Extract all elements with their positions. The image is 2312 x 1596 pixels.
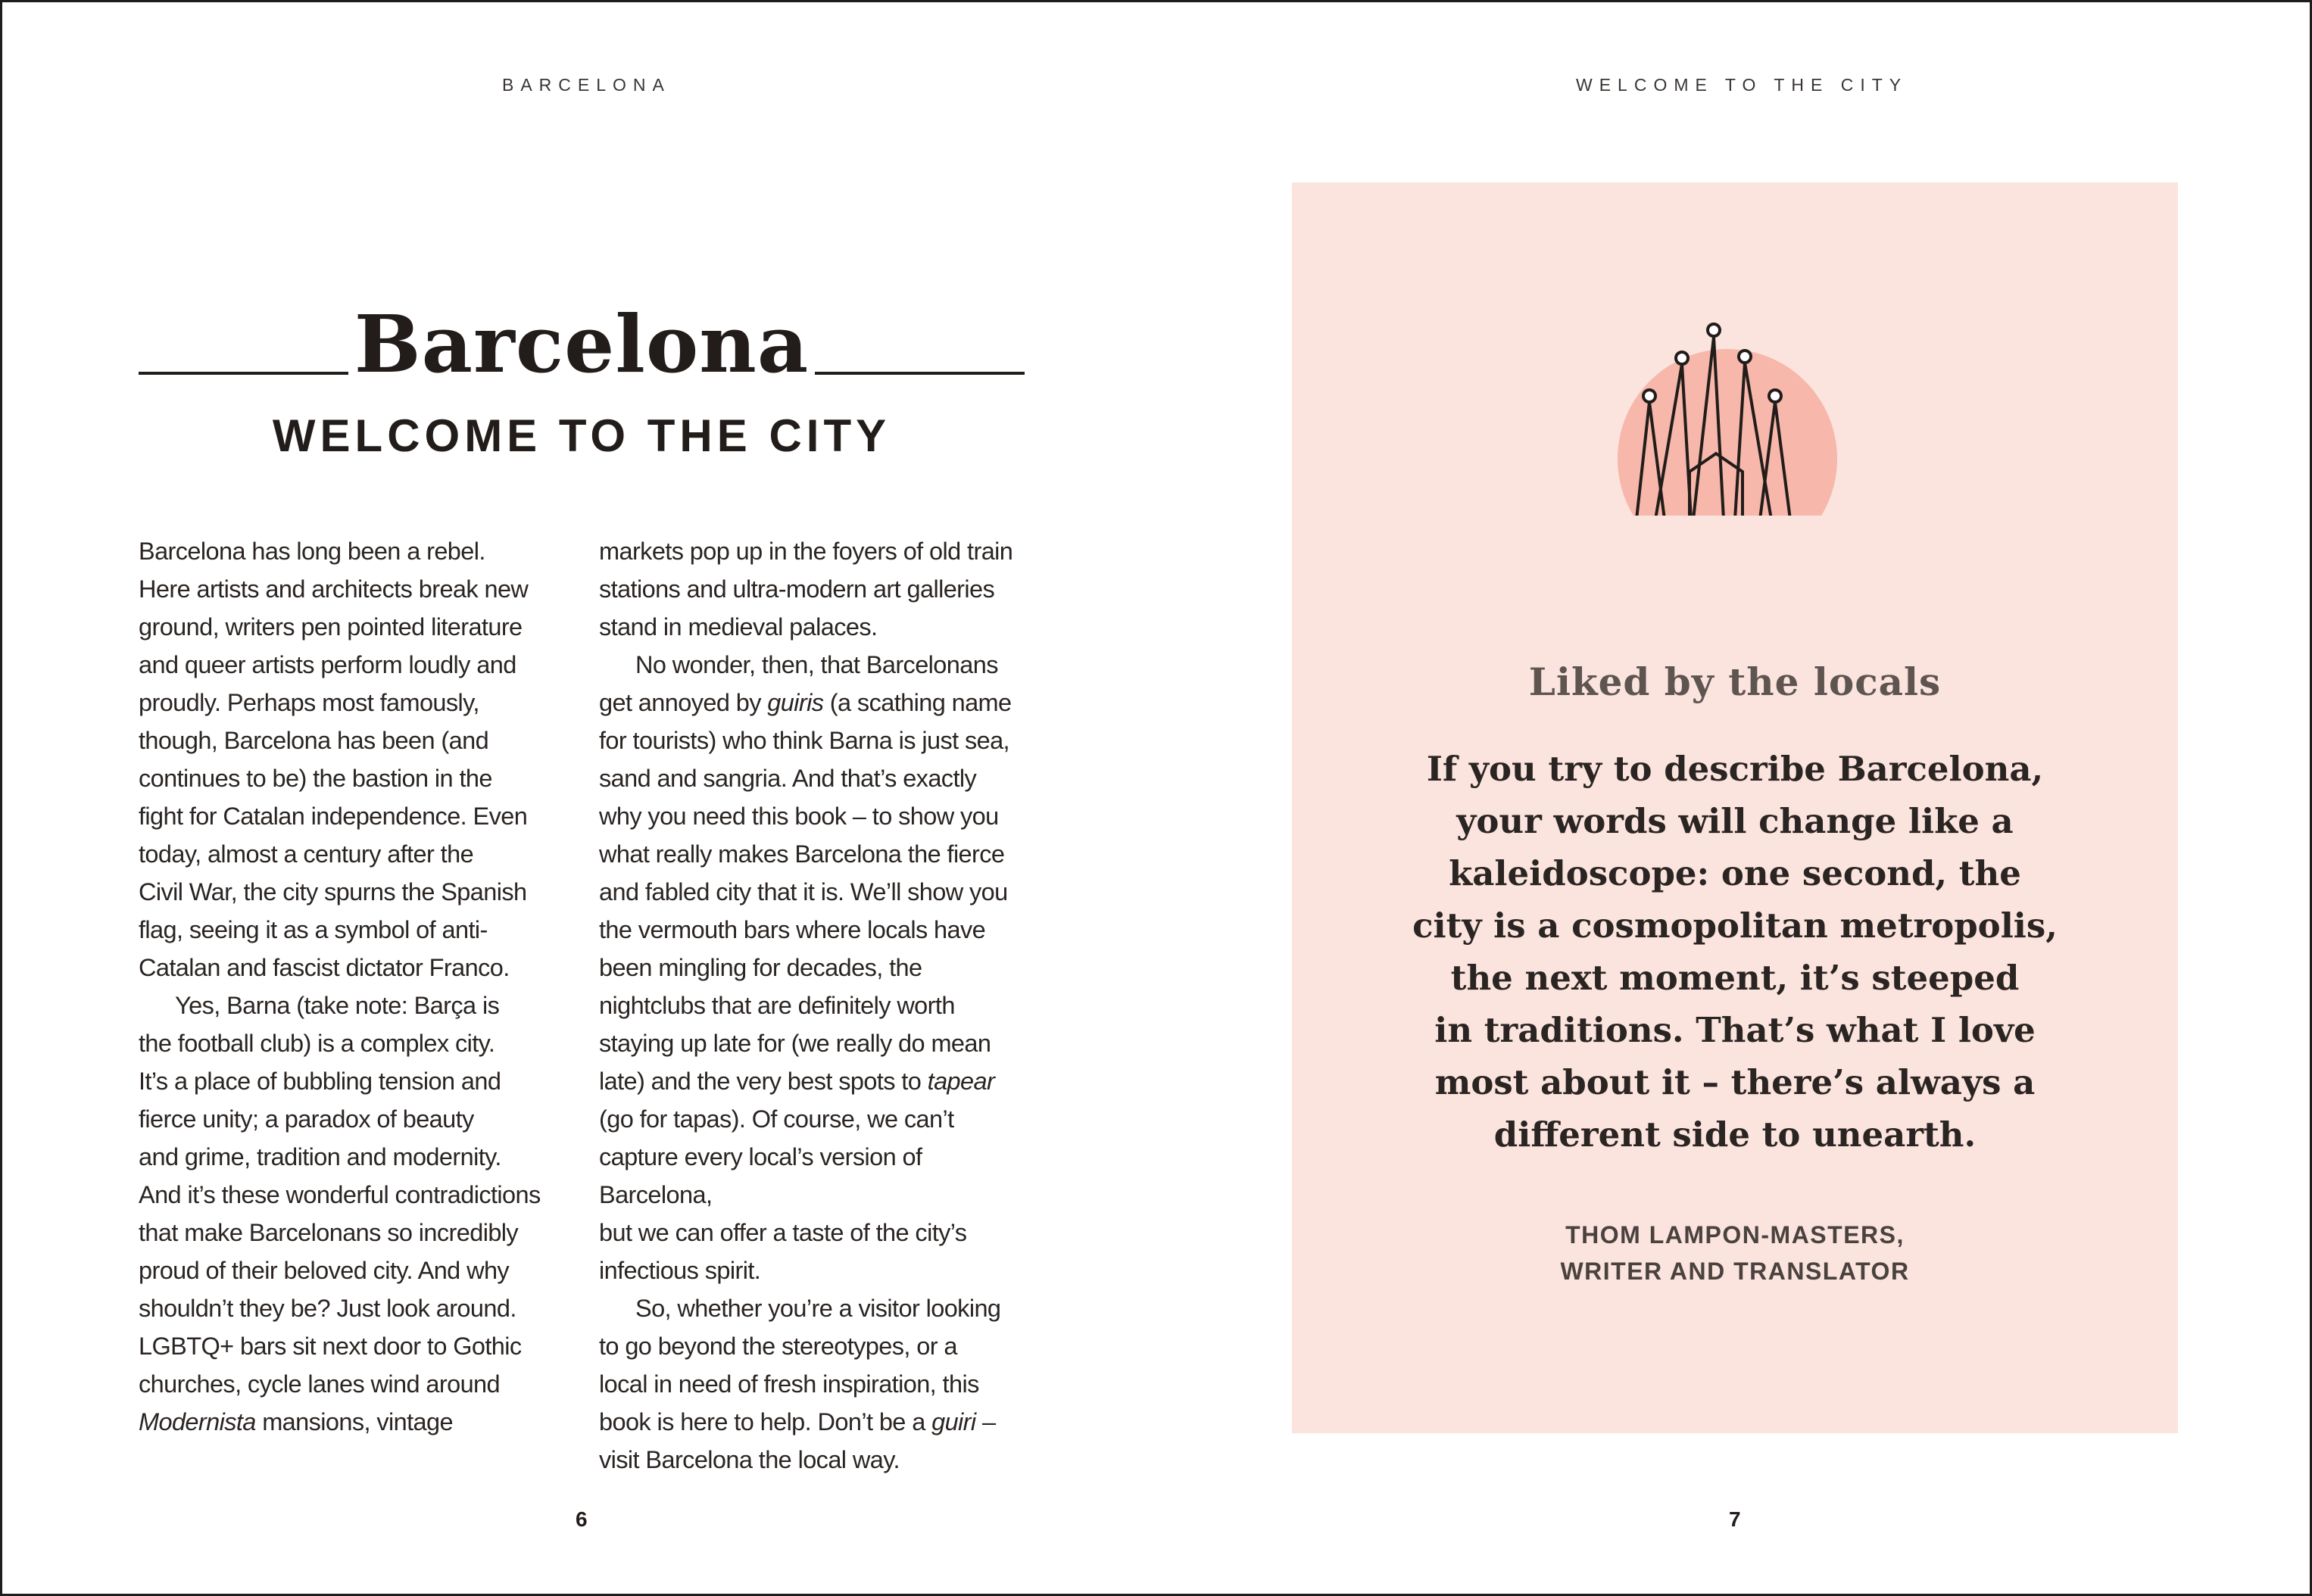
sagrada-familia-icon — [1618, 273, 1845, 516]
quote-panel — [1292, 182, 2178, 1433]
paragraph: No wonder, then, that Barcelonans get annoyed by guiris (a scathing name for tourists) who think Barna is just sea, sand and sangria. And that’s exactly why you need this book – to show you what really makes Barcelona the fierce and fabled city that it is. We’ll show you the vermouth bars where locals have been mingling for decades, the nightclubs that are definitely worth staying up late for (we really do mean late) and the very best spots to tapear (go for tapas). Of course, we can’t capture every local’s version of Barcelona, but we can offer a taste of the city’s infectious spirit. — [599, 651, 1012, 1284]
chapter-title: Barcelona — [348, 298, 815, 391]
paragraph: So, whether you’re a visitor looking to go beyond the stereotypes, or a local in need of fresh inspiration, this book is here to help. Don’t be a guiri – visit Barcelona the local way. — [599, 1295, 1001, 1473]
quote-attribution: THOM LAMPON-MASTERS, WRITER AND TRANSLATOR — [1560, 1221, 1910, 1285]
chapter-subtitle: WELCOME TO THE CITY — [272, 410, 891, 461]
body-column-2 — [599, 532, 1038, 1479]
chapter-title-block — [139, 298, 1025, 462]
pull-quote: If you try to describe Barcelona, your words will change like a kaleidoscope: one second, the city is a cosmopolitan metropolis, the next moment, it’s steeped in traditions. That’s what I love most about it – there’s always a different side to unearth. — [1412, 749, 2058, 1155]
paragraph: Barcelona has long been a rebel. Here artists and architects break new ground, writers pen pointed literature and queer artists perform loudly and proudly. Perhaps most famously, though, Barcelona has been (and continues to be) the bastion in the fight for Catalan independence. Even today, almost a century after the Civil War, the city spurns the Spanish flag, seeing it as a symbol of anti- Catalan and fascist dictator Franco. — [139, 538, 529, 981]
body-column-1 — [139, 532, 578, 1441]
page-number-left: 6 — [576, 1507, 588, 1531]
running-head-left: BARCELONA — [502, 75, 671, 95]
paragraph: Yes, Barna (take note: Barça is the football club) is a complex city. It’s a place of bubbling tension and fierce unity; a paradox of beauty and grime, tradition and modernity. And it’s these wonderful contradictions that make Barcelonans so incredibly proud of their beloved city. And why shouldn’t they be? Just look around. LGBTQ+ bars sit next door to Gothic churches, cycle lanes wind around Modernista mansions, vintage — [139, 992, 541, 1435]
paragraph: markets pop up in the foyers of old train stations and ultra-modern art galleries stand in medieval palaces. — [599, 538, 1013, 641]
chapter-title-wrap — [139, 298, 1025, 391]
quote-kicker: Liked by the locals — [1528, 659, 1942, 704]
running-head-right: WELCOME TO THE CITY — [1576, 75, 1908, 95]
page-number-right: 7 — [1729, 1507, 1741, 1531]
